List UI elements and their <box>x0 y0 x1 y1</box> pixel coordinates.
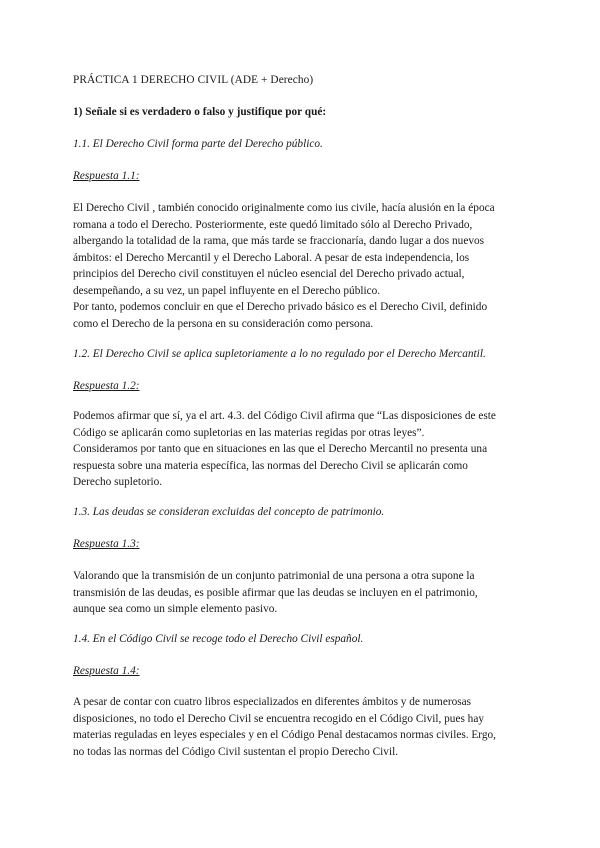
answer-body-1-1 <box>73 200 533 332</box>
text-line: transmisión de las deudas, es posible afirmar que las deudas se incluyen en el patrimonio, <box>73 586 478 599</box>
section-title: 1) Señale si es verdadero o falso y justifique por qué: <box>73 106 327 118</box>
answer-body-1-4 <box>73 694 533 760</box>
text-line: Valorando que la transmisión de un conjunto patrimonial de una persona a otra supone la <box>73 570 475 582</box>
text-line: disposiciones, no todo el Derecho Civil se encuentra recogido en el Código Civil, pues hay <box>73 712 484 725</box>
question-1-3: 1.3. Las deudas se consideran excluidas del concepto de patrimonio. <box>73 506 385 518</box>
document-title: PRÁCTICA 1 DERECHO CIVIL (ADE + Derecho) <box>73 74 314 86</box>
text-line: ámbitos: el Derecho Mercantil y el Derecho Laboral. A pesar de esta independencia, los <box>73 251 470 264</box>
paragraph <box>73 441 533 491</box>
answer-label-1-2: Respuesta 1.2: <box>73 380 140 392</box>
answer-label-1-1: Respuesta 1.1: <box>73 170 140 182</box>
text-line: A pesar de contar con cuatro libros especializados en diferentes ámbitos y de numerosas <box>73 696 472 708</box>
paragraph <box>73 568 533 618</box>
answer-label-1-3: Respuesta 1.3: <box>73 538 140 550</box>
question-1-4: 1.4. En el Código Civil se recoge todo el Derecho Civil español. <box>73 633 364 645</box>
text-line: respuesta sobre una materia específica, las normas del Derecho Civil se aplicarán como <box>73 459 468 472</box>
text-line: romana a todo el Derecho. Posteriormente, este quedó limitado sólo al Derecho Privado, <box>73 218 473 231</box>
text-line: Código se aplicarán como supletorias en las materias regidas por otras leyes”. <box>73 426 425 439</box>
text-line: no todas las normas del Código Civil sustentan el propio Derecho Civil. <box>73 745 399 758</box>
text-line: Por tanto, podemos concluir en que el Derecho privado básico es el Derecho Civil, definido <box>73 301 488 313</box>
answer-label-1-4: Respuesta 1.4: <box>73 665 140 677</box>
text-line: El Derecho Civil , también conocido originalmente como ius civile, hacía alusión en la época <box>73 202 495 214</box>
text-line: desempeñando, a su vez, un papel influyente en el Derecho público. <box>73 284 381 297</box>
paragraph <box>73 200 533 299</box>
text-line: albergando la totalidad de la rama, que más tarde se fraccionaría, dando lugar a dos nuevos <box>73 235 485 247</box>
text-line: Consideramos por tanto que en situaciones en las que el Derecho Mercantil no presenta una <box>73 443 488 455</box>
text-line: como el Derecho de la persona en su consideración como persona. <box>73 317 374 330</box>
answer-body-1-3 <box>73 568 533 618</box>
paragraph <box>73 694 533 760</box>
text-line: aunque sea como un simple elemento pasivo. <box>73 603 278 615</box>
paragraph <box>73 408 533 441</box>
question-1-2: 1.2. El Derecho Civil se aplica supletoriamente a lo no regulado por el Derecho Mercantil. <box>73 348 486 360</box>
text-line: principios del Derecho civil constituyen el núcleo esencial del Derecho privado actual, <box>73 268 465 280</box>
text-line: materias reguladas en leyes especiales y en el Código Penal destacamos normas civiles. Ergo, <box>73 729 496 741</box>
paragraph <box>73 299 533 332</box>
answer-body-1-2 <box>73 408 533 491</box>
question-1-1: 1.1. El Derecho Civil forma parte del Derecho público. <box>73 138 323 150</box>
text-line: Derecho supletorio. <box>73 476 163 488</box>
text-line: Podemos afirmar que sí, ya el art. 4.3. del Código Civil afirma que “Las disposiciones de este <box>73 410 496 422</box>
